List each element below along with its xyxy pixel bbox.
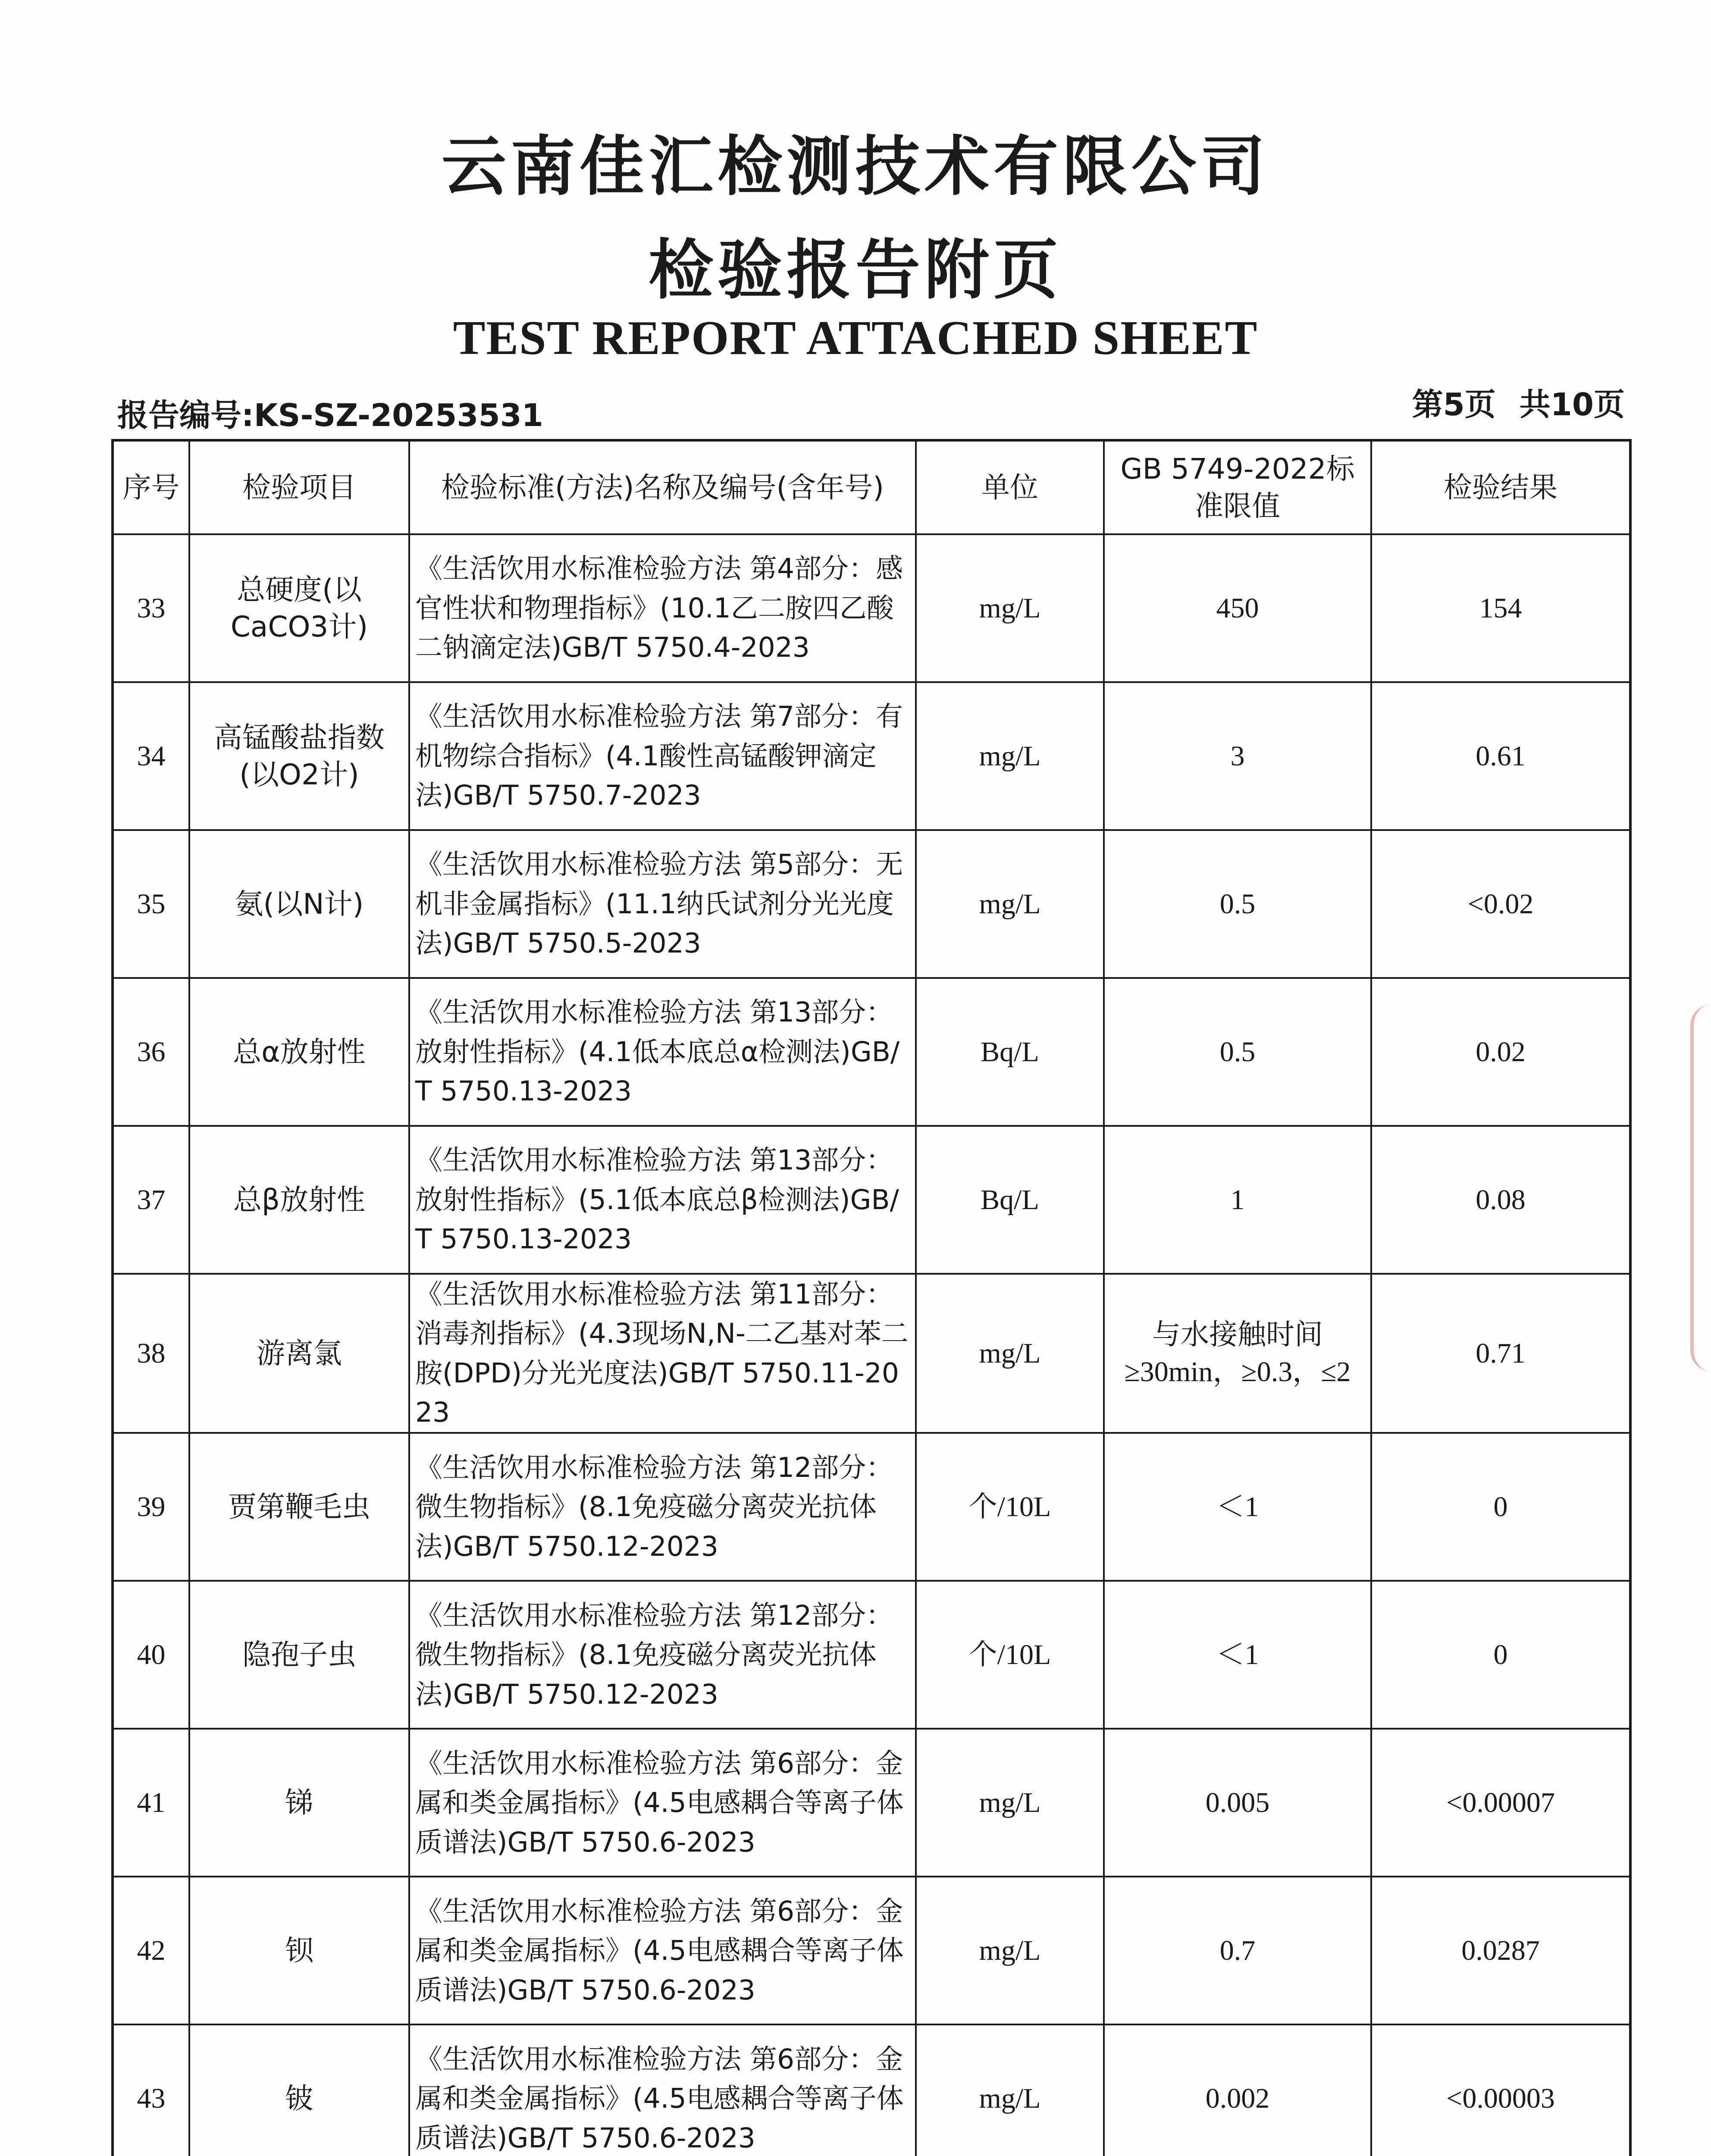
- table-row: [113, 2024, 1630, 2156]
- cell-result: 0.08: [1371, 1126, 1630, 1274]
- cell-item: 钡: [189, 1877, 409, 2024]
- seal-stamp-edge: [1690, 1005, 1711, 1371]
- cell-result: 0: [1371, 1581, 1630, 1729]
- cell-method: 《生活饮用水标准检验方法 第4部分：感官性状和物理指标》(10.1乙二胺四乙酸二钠滴定法)GB/T 5750.4-2023: [409, 534, 916, 682]
- cell-unit: mg/L: [916, 534, 1104, 682]
- report-number: 报告编号:KS-SZ-20253531: [117, 397, 543, 433]
- cell-seq: 38: [113, 1274, 189, 1433]
- cell-item: 贾第鞭毛虫: [189, 1433, 409, 1581]
- cell-limit: 0.5: [1104, 978, 1371, 1126]
- sheet-title-en: TEST REPORT ATTACHED SHEET: [453, 311, 1258, 365]
- cell-item: 锑: [189, 1729, 409, 1877]
- cell-method: 《生活饮用水标准检验方法 第5部分：无机非金属指标》(11.1纳氏试剂分光光度法)GB/T 5750.5-2023: [409, 830, 916, 978]
- cell-unit: Bq/L: [916, 1126, 1104, 1274]
- table-row: [113, 1581, 1630, 1729]
- cell-unit: mg/L: [916, 682, 1104, 830]
- col-header-method: 检验标准(方法)名称及编号(含年号): [409, 440, 916, 534]
- results-table: [111, 439, 1632, 2156]
- cell-seq: 36: [113, 978, 189, 1126]
- cell-limit: 0.002: [1104, 2024, 1371, 2156]
- cell-seq: 35: [113, 830, 189, 978]
- cell-seq: 43: [113, 2024, 189, 2156]
- cell-seq: 39: [113, 1433, 189, 1581]
- cell-result: 154: [1371, 534, 1630, 682]
- cell-result: 0.02: [1371, 978, 1630, 1126]
- cell-item: 总β放射性: [189, 1126, 409, 1274]
- cell-method: 《生活饮用水标准检验方法 第6部分：金属和类金属指标》(4.5电感耦合等离子体质谱法)GB/T 5750.6-2023: [409, 1877, 916, 2024]
- cell-unit: mg/L: [916, 1729, 1104, 1877]
- col-header-unit: 单位: [916, 440, 1104, 534]
- cell-limit: ＜1: [1104, 1433, 1371, 1581]
- cell-method: 《生活饮用水标准检验方法 第12部分：微生物指标》(8.1免疫磁分离荧光抗体法)GB/T 5750.12-2023: [409, 1581, 916, 1729]
- cell-seq: 40: [113, 1581, 189, 1729]
- cell-limit: 450: [1104, 534, 1371, 682]
- col-header-result: 检验结果: [1371, 440, 1630, 534]
- cell-seq: 37: [113, 1126, 189, 1274]
- cell-method: 《生活饮用水标准检验方法 第11部分：消毒剂指标》(4.3现场N,N-二乙基对苯二胺(DPD)分光光度法)GB/T 5750.11-2023: [409, 1274, 916, 1433]
- cell-method: 《生活饮用水标准检验方法 第6部分：金属和类金属指标》(4.5电感耦合等离子体质谱法)GB/T 5750.6-2023: [409, 2024, 916, 2156]
- cell-unit: 个/10L: [916, 1581, 1104, 1729]
- table-body: [113, 534, 1630, 2156]
- cell-result: 0.71: [1371, 1274, 1630, 1433]
- table-row: [113, 1729, 1630, 1877]
- cell-item: 高锰酸盐指数(以O2计): [189, 682, 409, 830]
- cell-method: 《生活饮用水标准检验方法 第7部分：有机物综合指标》(4.1酸性高锰酸钾滴定法)GB/T 5750.7-2023: [409, 682, 916, 830]
- cell-result: 0.0287: [1371, 1877, 1630, 2024]
- cell-seq: 33: [113, 534, 189, 682]
- page-indicator: 第5页 共10页: [1412, 386, 1625, 423]
- cell-limit: 与水接触时间≥30min，≥0.3，≤2: [1104, 1274, 1371, 1433]
- table-row: [113, 830, 1630, 978]
- cell-unit: mg/L: [916, 830, 1104, 978]
- table-row: [113, 1877, 1630, 2024]
- cell-seq: 34: [113, 682, 189, 830]
- table-row: [113, 1126, 1630, 1274]
- cell-limit: ＜1: [1104, 1581, 1371, 1729]
- table-row: [113, 1274, 1630, 1433]
- cell-unit: Bq/L: [916, 978, 1104, 1126]
- table-row: [113, 978, 1630, 1126]
- table-row: [113, 1433, 1630, 1581]
- cell-seq: 42: [113, 1877, 189, 2024]
- cell-method: 《生活饮用水标准检验方法 第12部分：微生物指标》(8.1免疫磁分离荧光抗体法)GB/T 5750.12-2023: [409, 1433, 916, 1581]
- cell-result: <0.02: [1371, 830, 1630, 978]
- cell-seq: 41: [113, 1729, 189, 1877]
- cell-method: 《生活饮用水标准检验方法 第13部分：放射性指标》(4.1低本底总α检测法)GB/T 5750.13-2023: [409, 978, 916, 1126]
- cell-limit: 0.005: [1104, 1729, 1371, 1877]
- cell-limit: 0.7: [1104, 1877, 1371, 2024]
- cell-limit: 0.5: [1104, 830, 1371, 978]
- cell-unit: mg/L: [916, 2024, 1104, 2156]
- col-header-item: 检验项目: [189, 440, 409, 534]
- sheet-title: 检验报告附页: [648, 233, 1062, 308]
- cell-result: <0.00007: [1371, 1729, 1630, 1877]
- table-row: [113, 682, 1630, 830]
- table-row: [113, 534, 1630, 682]
- cell-result: 0: [1371, 1433, 1630, 1581]
- col-header-seq: 序号: [113, 440, 189, 534]
- cell-result: 0.61: [1371, 682, 1630, 830]
- cell-item: 游离氯: [189, 1274, 409, 1433]
- cell-method: 《生活饮用水标准检验方法 第13部分：放射性指标》(5.1低本底总β检测法)GB/T 5750.13-2023: [409, 1126, 916, 1274]
- cell-item: 总α放射性: [189, 978, 409, 1126]
- cell-unit: mg/L: [916, 1274, 1104, 1433]
- col-header-limit: GB 5749-2022标准限值: [1104, 440, 1371, 534]
- table-header-row: [113, 440, 1630, 534]
- company-name: 云南佳汇检测技术有限公司: [441, 129, 1269, 204]
- cell-unit: mg/L: [916, 1877, 1104, 2024]
- cell-method: 《生活饮用水标准检验方法 第6部分：金属和类金属指标》(4.5电感耦合等离子体质谱法)GB/T 5750.6-2023: [409, 1729, 916, 1877]
- cell-result: <0.00003: [1371, 2024, 1630, 2156]
- cell-item: 氨(以N计): [189, 830, 409, 978]
- cell-unit: 个/10L: [916, 1433, 1104, 1581]
- cell-item: 隐孢子虫: [189, 1581, 409, 1729]
- cell-item: 总硬度(以CaCO3计): [189, 534, 409, 682]
- cell-limit: 1: [1104, 1126, 1371, 1274]
- cell-limit: 3: [1104, 682, 1371, 830]
- cell-item: 铍: [189, 2024, 409, 2156]
